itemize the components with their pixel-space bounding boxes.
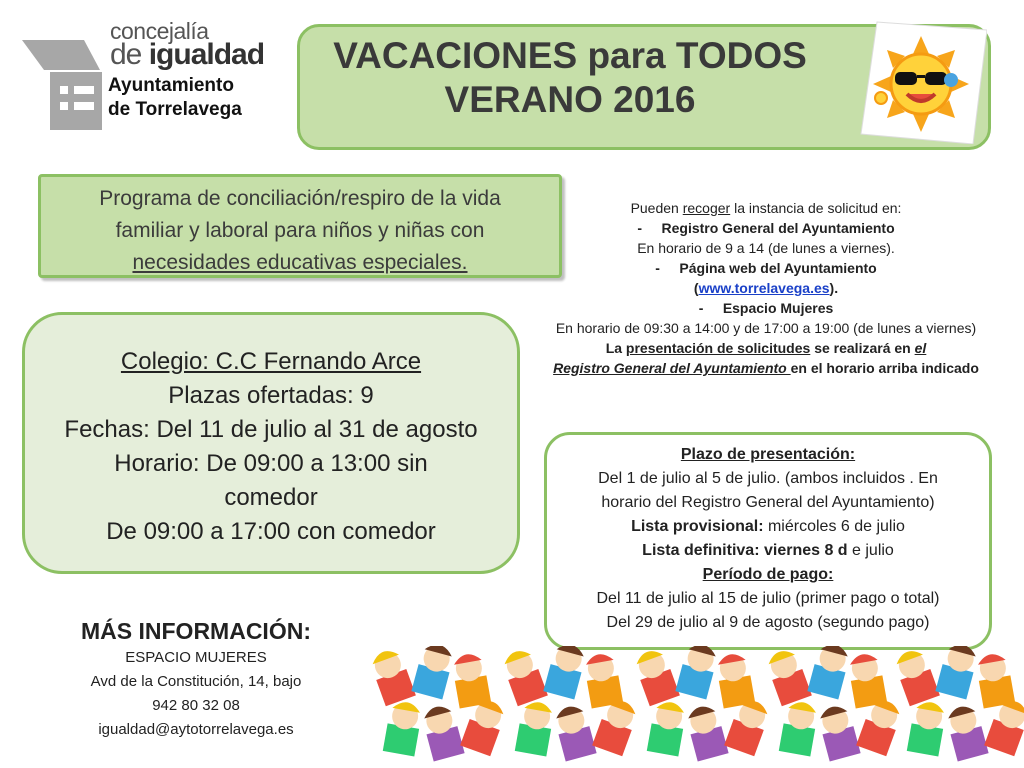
program-details (22, 312, 520, 574)
page-subtitle: VERANO 2016 (444, 79, 696, 120)
logo-text-igualdad: de igualdad (110, 38, 265, 71)
contact-email[interactable]: igualdad@aytotorrelavega.es (98, 721, 294, 738)
horario-con-comedor: De 09:00 a 17:00 con comedor (106, 518, 436, 545)
concejalia-logo-icon (22, 30, 108, 130)
sun-sunglasses-icon (855, 18, 987, 144)
plazas: Plazas ofertadas: 9 (168, 382, 374, 409)
page-title: VACACIONES para TODOS (333, 35, 807, 76)
logo-city: Ayuntamiento de Torrelavega (108, 75, 242, 120)
deadlines-box: Plazo de presentación: Del 1 de julio al 5 de julio. (ambos incluidos . En horario del Registro General del Ayuntamiento) Lista provisional: miércoles 6 de julio Lista definitiva: viernes 8 d e julio Período de pago: Del 11 de julio al 15 de julio (primer pago o total) Del 29 de julio al 9 de agosto (segundo pago) (544, 432, 992, 650)
collection-info: Pueden recoger la instancia de solicitud en: - Registro General del Ayuntamiento En horario de 9 a 14 (de lunes a viernes). - Página web del Ayuntamiento (www.torrelavega.es). - Espacio Mujeres En horario de 09:30 a 14:00 y de 17:00 a 19:00 (de lunes a viernes) La presentación de solicitudes se realizará en el Registro General del Ayuntamiento en el horario arriba indicado (553, 200, 979, 376)
children-illustration-icon (372, 646, 1024, 768)
colegio: Colegio: C.C Fernando Arce (120, 348, 422, 375)
program-description: Programa de conciliación/respiro de la vida familiar y laboral para niños y niñas con necesidades educativas especiales. (38, 174, 562, 278)
contact-info: MÁS INFORMACIÓN: ESPACIO MUJERES Avd de la Constitución, 14, bajo 942 80 32 08 igualdad@aytotorrelavega.es (36, 616, 356, 742)
logo-text-concejalia: concejalía (110, 18, 209, 44)
horario-comedor-label: comedor (224, 484, 318, 511)
website-link[interactable]: www.torrelavega.es (698, 280, 830, 296)
horario-sin-comedor: Horario: De 09:00 a 13:00 sin (114, 450, 428, 477)
fechas: Fechas: Del 11 de julio al 31 de agosto (64, 416, 478, 443)
